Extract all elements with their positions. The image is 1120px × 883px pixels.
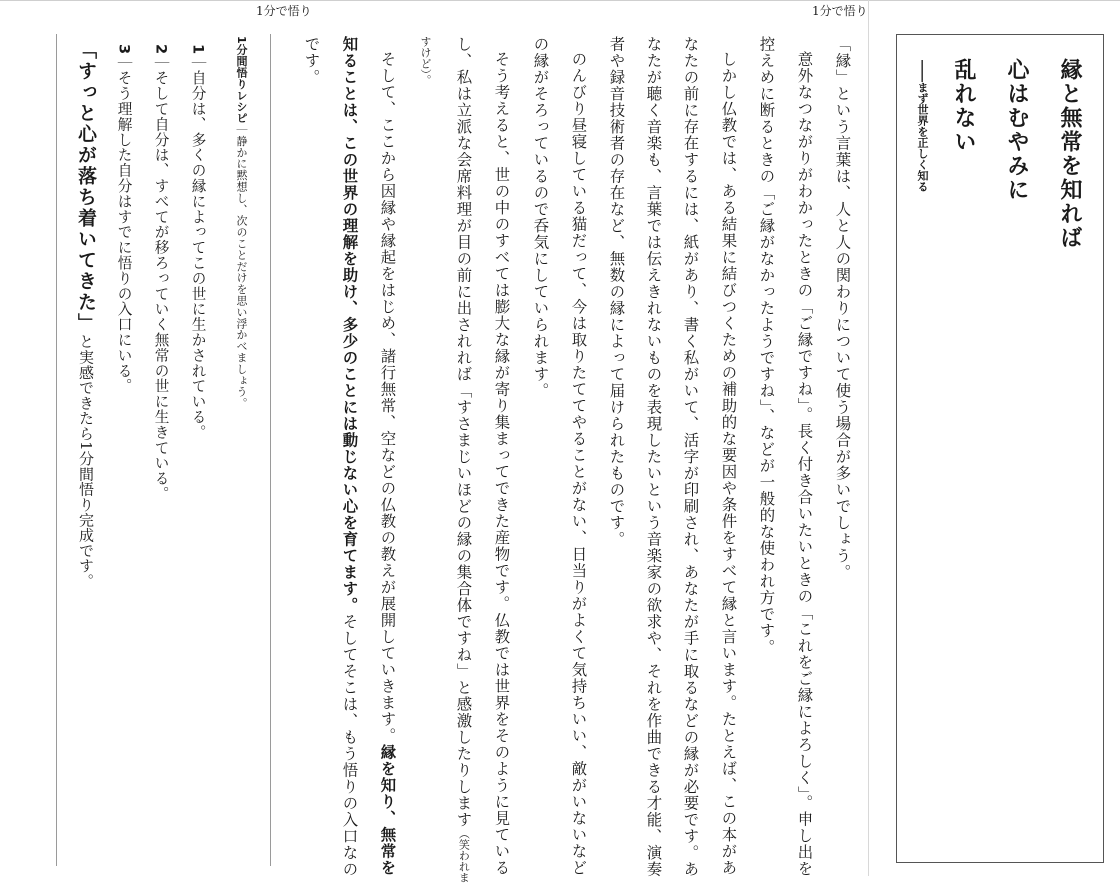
body-column-9: の縁がそろっているので呑気にしていられます。: [531, 36, 550, 399]
recipe-conclusion-text: と実感できたら1分間悟り完成です。: [77, 334, 95, 589]
recipe-left-rule: [56, 34, 57, 866]
body-column-5: なたの前に存在するには、紙があり、書く私がいて、活字が印刷され、あなたが手に取るなどの縁が必要です。あ: [681, 36, 700, 878]
recipe-conclusion: [76, 40, 95, 589]
recipe-step-2: [153, 44, 168, 502]
chapter-title-line-1: 縁と無常を知れば: [1057, 58, 1082, 250]
recipe-step-1: [190, 44, 205, 440]
recipe-right-rule: [270, 34, 271, 866]
recipe-step-number: 3: [115, 44, 133, 55]
body-column-11-aside: （笑われま: [457, 828, 471, 883]
body-column-4: しかし仏教では、ある結果に結びつくための補助的な要因や条件をすべて縁と言います。たとえば、この本があ: [719, 51, 738, 876]
body-column-12: すけど）。: [419, 36, 432, 86]
recipe-instruction: 静かに黙想し、次のことだけを思い浮かべましょう。: [235, 135, 248, 409]
recipe-conclusion-emphasis: 「すっと心が落ち着いてきた」: [75, 40, 97, 334]
body-column-13: [378, 51, 397, 876]
recipe-step-text: そして自分は、すべてが移ろっていく無常の世に生きている。: [152, 70, 170, 502]
chapter-title-line-3: 乱れない: [951, 58, 976, 154]
recipe-step-separator: ｜: [152, 54, 170, 71]
body-column-6: なたが聴く音楽も、言葉では伝えきれないものを表現したいという音楽家の欲求や、それを作曲できる才能、演奏: [644, 36, 663, 878]
recipe-step-separator: ｜: [115, 54, 133, 71]
body-column-14: [340, 36, 359, 878]
recipe-separator: ｜: [235, 123, 248, 136]
body-column-11-text: し、私は立派な会席料理が目の前に出されれば「すさまじいほどの縁の集合体ですね」と感激したりします: [454, 36, 473, 828]
recipe-step-text: そう理解した自分はすでに悟りの入口にいる。: [115, 70, 133, 394]
page-gutter-divider: [868, 0, 869, 876]
body-column-13-text: そして、ここから因縁や縁起をはじめ、諸行無常、空などの仏教の教えが展開していきます。: [378, 51, 397, 744]
chapter-subtitle: ――まず世界を正しく知る: [916, 60, 929, 192]
body-column-13-emphasis: 縁を知り、無常を: [378, 744, 397, 876]
running-header-left: 1分で悟り: [256, 4, 312, 18]
body-column-14-emphasis: 知ることは、この世界の理解を助け、多少のことには動じない心を育てます。: [340, 36, 359, 614]
recipe-step-number: 2: [152, 44, 170, 55]
recipe-header: [236, 36, 247, 409]
body-column-8: のんびり昼寝している猫だって、今は取りたててやることがない、日当りがよくて気持ちいい、敵がいないなど: [569, 51, 588, 876]
body-column-2: 意外なつながりがわかったときの「ご縁ですね」。長く付き合いたいときの「これをご縁によろしく」。申し出を: [795, 51, 814, 878]
chapter-title-line-2: 心はむやみに: [1004, 58, 1029, 202]
recipe-step-number: 1: [189, 44, 207, 55]
page-top-border: [0, 0, 1120, 1]
body-column-11: [454, 36, 473, 883]
body-column-10: そう考えると、世の中のすべては膨大な縁が寄り集まってできた産物です。仏教では世界をそのように見ている: [492, 51, 511, 876]
body-column-15: です。: [302, 36, 321, 86]
body-column-3: 控えめに断るときの「ご縁がなかったようですね」、などが一般的な使われ方です。: [757, 36, 776, 656]
body-column-1: 「縁」という言葉は、人と人の関わりについて使う場合が多いでしょう。: [833, 36, 852, 581]
recipe-step-3: [116, 44, 131, 394]
running-header-right: 1分で悟り: [812, 4, 868, 18]
body-column-14-text: そしてそこは、もう悟りの入口なの: [340, 613, 359, 878]
recipe-step-separator: ｜: [189, 54, 207, 71]
body-column-7: 者や録音技術者の存在など、無数の縁によって届けられたものです。: [607, 36, 626, 548]
recipe-step-text: 自分は、多くの縁によってこの世に生かされている。: [189, 70, 207, 440]
recipe-title: 1分間悟りレシピ: [235, 36, 248, 124]
